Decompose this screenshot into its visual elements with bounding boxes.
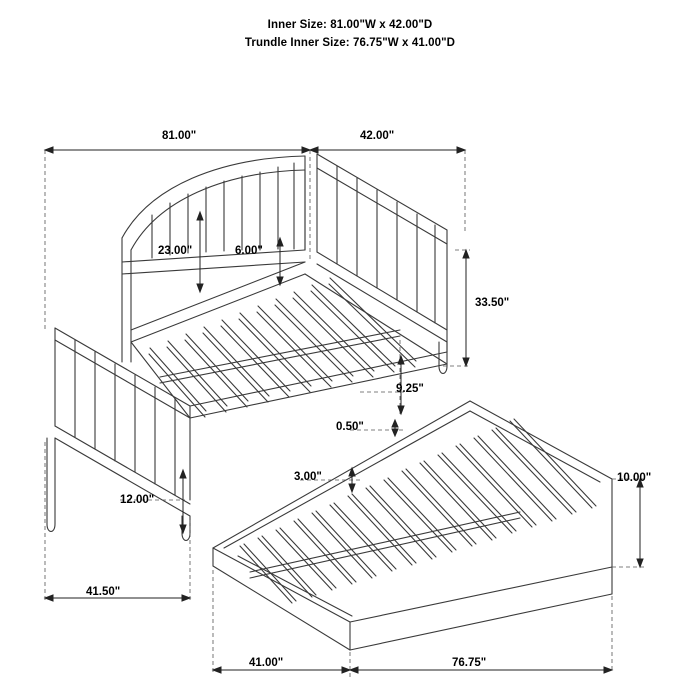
dim-bed-depth-bottom: 41.50" (86, 586, 121, 598)
header-inner-size: Inner Size: 81.00"W x 42.00"D (267, 19, 433, 31)
dim-trundle-depth: 41.00" (249, 657, 284, 669)
dim-footboard-height: 33.50" (475, 297, 510, 309)
dim-rail-thickness: 0.50" (336, 421, 364, 433)
dim-deck-height: 9.25" (396, 383, 424, 395)
dim-trundle-width: 76.75" (452, 657, 487, 669)
dim-leg-height: 12.00" (120, 494, 155, 506)
dim-width-top: 81.00" (162, 130, 197, 142)
dim-headboard-arc: 23.00" (158, 245, 193, 257)
dim-trundle-clearance: 3.00" (294, 471, 322, 483)
dim-trundle-height: 10.00" (617, 472, 652, 484)
dim-depth-top: 42.00" (360, 130, 395, 142)
dim-slat-gap: 6.00" (235, 245, 263, 257)
header-trundle-inner-size: Trundle Inner Size: 76.75"W x 41.00"D (244, 37, 456, 49)
